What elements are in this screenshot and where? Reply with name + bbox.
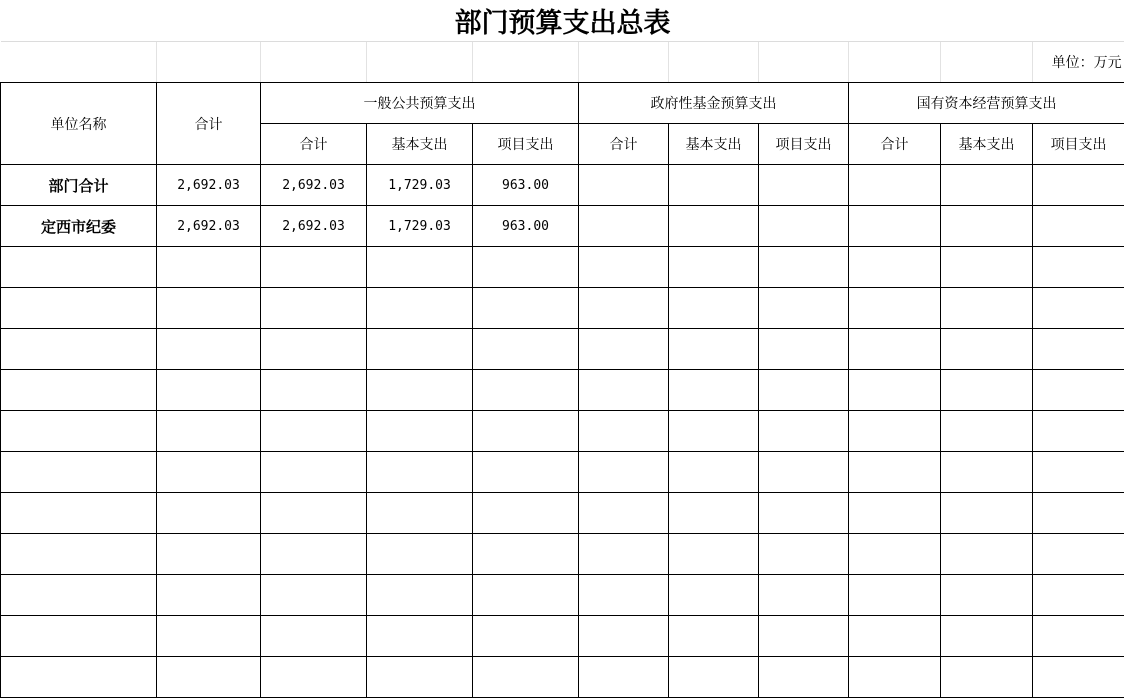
- table-cell: [1033, 329, 1124, 370]
- table-cell: [1033, 575, 1124, 616]
- table-cell: [367, 247, 473, 288]
- subheader-gp-project: 项目支出: [473, 124, 579, 165]
- table-cell: [261, 247, 367, 288]
- table-cell: [473, 493, 579, 534]
- table-cell: [849, 329, 941, 370]
- table-cell: [849, 206, 941, 247]
- table-row: [1, 370, 1124, 411]
- table-cell: [157, 288, 261, 329]
- table-cell: [941, 575, 1033, 616]
- table-cell: [941, 411, 1033, 452]
- table-cell: [941, 247, 1033, 288]
- table-cell: [669, 657, 759, 698]
- table-row: [1, 329, 1124, 370]
- table-cell: [759, 657, 849, 698]
- table-cell: [849, 452, 941, 493]
- table-cell: [1033, 288, 1124, 329]
- table-cell: [473, 616, 579, 657]
- row-unit-name: [1, 411, 157, 452]
- row-unit-name: [1, 575, 157, 616]
- table-cell: [849, 370, 941, 411]
- table-cell: [759, 616, 849, 657]
- table-cell: [261, 411, 367, 452]
- table-cell: [759, 411, 849, 452]
- table-cell: [579, 657, 669, 698]
- table-cell: [759, 370, 849, 411]
- table-cell: [367, 616, 473, 657]
- table-cell: [759, 165, 849, 206]
- table-cell: [759, 575, 849, 616]
- table-cell: [473, 411, 579, 452]
- table-cell: [157, 370, 261, 411]
- unit-label: 单位：万元: [1033, 42, 1124, 83]
- table-cell: 2,692.03: [261, 206, 367, 247]
- table-cell: [849, 616, 941, 657]
- table-cell: [579, 452, 669, 493]
- table-cell: [759, 534, 849, 575]
- table-cell: [367, 288, 473, 329]
- table-cell: [367, 452, 473, 493]
- table-cell: [157, 616, 261, 657]
- table-cell: [473, 329, 579, 370]
- table-cell: [1033, 411, 1124, 452]
- subheader-gf-basic: 基本支出: [669, 124, 759, 165]
- table-cell: [579, 534, 669, 575]
- row-unit-name: [1, 452, 157, 493]
- row-unit-name: [1, 534, 157, 575]
- table-cell: [759, 247, 849, 288]
- table-cell: [473, 452, 579, 493]
- table-row: [1, 247, 1124, 288]
- table-cell: [261, 370, 367, 411]
- table-cell: [157, 493, 261, 534]
- header-total: 合计: [157, 83, 261, 165]
- table-cell: [261, 452, 367, 493]
- table-cell: [669, 534, 759, 575]
- table-cell: [941, 657, 1033, 698]
- subheader-sc-project: 项目支出: [1033, 124, 1124, 165]
- table-cell: [261, 657, 367, 698]
- table-cell: [261, 616, 367, 657]
- table-cell: [367, 411, 473, 452]
- table-cell: [579, 370, 669, 411]
- table-cell: [473, 575, 579, 616]
- table-cell: [367, 329, 473, 370]
- table-cell: [759, 493, 849, 534]
- table-row: [1, 288, 1124, 329]
- table-cell: [261, 575, 367, 616]
- table-cell: [261, 493, 367, 534]
- table-cell: [941, 616, 1033, 657]
- table-cell: 2,692.03: [261, 165, 367, 206]
- table-row: [1, 452, 1124, 493]
- table-cell: [579, 165, 669, 206]
- table-row: [1, 411, 1124, 452]
- header-unit-name: 单位名称: [1, 83, 157, 165]
- table-cell: [849, 288, 941, 329]
- table-cell: 963.00: [473, 206, 579, 247]
- row-unit-name: 部门合计: [1, 165, 157, 206]
- table-cell: [367, 534, 473, 575]
- table-cell: [759, 452, 849, 493]
- row-unit-name: 定西市纪委: [1, 206, 157, 247]
- table-cell: [1033, 165, 1124, 206]
- table-cell: [1033, 247, 1124, 288]
- table-cell: [157, 575, 261, 616]
- table-cell: [669, 247, 759, 288]
- table-row: [1, 206, 1124, 247]
- table-row: [1, 616, 1124, 657]
- table-cell: 2,692.03: [157, 206, 261, 247]
- table-cell: [1033, 616, 1124, 657]
- table-cell: [669, 206, 759, 247]
- row-unit-name: [1, 329, 157, 370]
- table-row: [1, 657, 1124, 698]
- table-cell: [759, 329, 849, 370]
- table-cell: [473, 534, 579, 575]
- subheader-gp-total: 合计: [261, 124, 367, 165]
- table-cell: [579, 493, 669, 534]
- row-unit-name: [1, 493, 157, 534]
- table-row: [1, 534, 1124, 575]
- table-cell: [849, 534, 941, 575]
- subheader-gf-total: 合计: [579, 124, 669, 165]
- table-cell: [579, 247, 669, 288]
- table-row: [1, 493, 1124, 534]
- table-cell: [849, 575, 941, 616]
- subheader-gp-basic: 基本支出: [367, 124, 473, 165]
- table-cell: 1,729.03: [367, 206, 473, 247]
- table-cell: 1,729.03: [367, 165, 473, 206]
- table-cell: [1033, 657, 1124, 698]
- table-cell: [157, 534, 261, 575]
- table-cell: [849, 493, 941, 534]
- table-cell: [941, 370, 1033, 411]
- table-cell: [669, 616, 759, 657]
- table-cell: [579, 329, 669, 370]
- table-cell: [941, 288, 1033, 329]
- table-cell: [1033, 206, 1124, 247]
- table-cell: [849, 411, 941, 452]
- table-cell: [941, 329, 1033, 370]
- table-cell: [669, 370, 759, 411]
- table-cell: [473, 288, 579, 329]
- table-cell: [473, 657, 579, 698]
- table-cell: [759, 288, 849, 329]
- table-cell: [157, 452, 261, 493]
- subheader-sc-total: 合计: [849, 124, 941, 165]
- table-cell: [669, 493, 759, 534]
- table-cell: [367, 575, 473, 616]
- table-cell: [941, 452, 1033, 493]
- table-cell: [759, 206, 849, 247]
- table-cell: [669, 329, 759, 370]
- row-unit-name: [1, 247, 157, 288]
- table-cell: [669, 411, 759, 452]
- table-cell: [157, 329, 261, 370]
- header-state-capital: 国有资本经营预算支出: [849, 83, 1124, 124]
- table-cell: [367, 493, 473, 534]
- table-cell: [941, 534, 1033, 575]
- table-cell: [157, 657, 261, 698]
- table-cell: [367, 370, 473, 411]
- table-cell: [473, 370, 579, 411]
- table-cell: [261, 329, 367, 370]
- table-row: [1, 165, 1124, 206]
- subheader-sc-basic: 基本支出: [941, 124, 1033, 165]
- table-cell: [579, 206, 669, 247]
- page-title: 部门预算支出总表: [1, 0, 1124, 42]
- table-cell: 963.00: [473, 165, 579, 206]
- table-cell: [849, 165, 941, 206]
- table-cell: [367, 657, 473, 698]
- table-cell: [669, 575, 759, 616]
- subheader-gf-project: 项目支出: [759, 124, 849, 165]
- table-cell: [157, 247, 261, 288]
- table-cell: [849, 247, 941, 288]
- header-general-public: 一般公共预算支出: [261, 83, 579, 124]
- table-cell: [579, 575, 669, 616]
- table-cell: [849, 657, 941, 698]
- table-cell: 2,692.03: [157, 165, 261, 206]
- table-cell: [941, 165, 1033, 206]
- table-cell: [579, 288, 669, 329]
- table-cell: [1033, 452, 1124, 493]
- table-row: [1, 575, 1124, 616]
- row-unit-name: [1, 657, 157, 698]
- table-cell: [261, 288, 367, 329]
- table-cell: [941, 493, 1033, 534]
- row-unit-name: [1, 288, 157, 329]
- table-cell: [157, 411, 261, 452]
- table-cell: [669, 452, 759, 493]
- table-cell: [579, 616, 669, 657]
- row-unit-name: [1, 616, 157, 657]
- table-cell: [1033, 493, 1124, 534]
- table-cell: [579, 411, 669, 452]
- table-cell: [669, 288, 759, 329]
- table-cell: [941, 206, 1033, 247]
- table-cell: [669, 165, 759, 206]
- row-unit-name: [1, 370, 157, 411]
- table-cell: [473, 247, 579, 288]
- table-cell: [1033, 534, 1124, 575]
- table-cell: [1033, 370, 1124, 411]
- header-gov-fund: 政府性基金预算支出: [579, 83, 849, 124]
- table-cell: [261, 534, 367, 575]
